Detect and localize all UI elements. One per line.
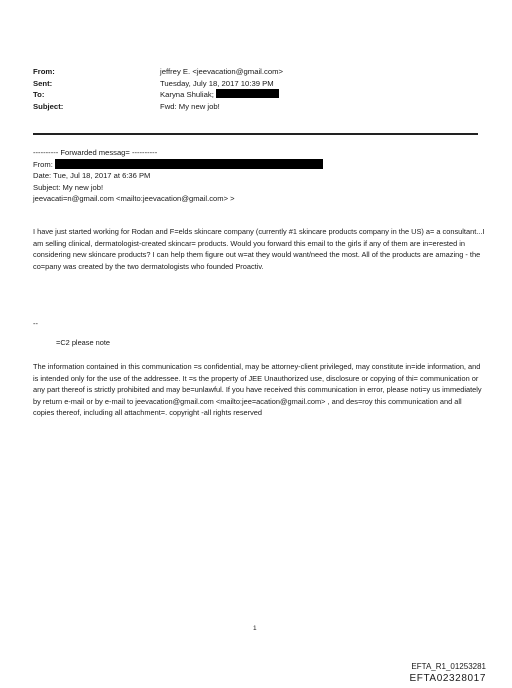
message-paragraph: I have just started working for Rodan and F=elds skincare company (currently #1 skincare products company in the US) a= a consultant...I am selling clinical, dermatologist-created skincar= products. Would you forward this email to the girls if any of them are in=erested in considering new skincare products? I can help them figure out w=at they would want/need the most. All of the products are amazing - the co=pany was created by the two dermatologists who founded Proactiv. <box>33 227 485 271</box>
header-to-row <box>33 89 473 101</box>
from-value: jeffrey E. <jeevacation@gmail.com> <box>160 67 284 76</box>
forwarded-block <box>33 147 483 205</box>
redaction-box <box>216 89 279 98</box>
sent-value: Tuesday, July 18, 2017 10:39 PM <box>160 78 274 88</box>
forwarded-from-label: From: <box>33 159 53 169</box>
forwarded-from-row <box>33 159 483 171</box>
from-label: From: <box>33 67 55 76</box>
to-value-wrap <box>160 89 473 101</box>
page-number: 1 <box>253 625 257 632</box>
bates-number-primary: EFTA_R1_01253281 <box>411 662 486 671</box>
confidentiality-disclaimer: The information contained in this communication =s confidential, may be attorney-client privileged, may constitute in=ide information, and is intended only for the use of the addressee. It =s the property of JEE Unauthorized use, disclosure or copying of thi= communication or any part thereof is strictly prohibited and may be=unlawful. If you have received this communication in error, please noti=y us immediately by return e-mail or by e-mail to jeevacation@gmail.com <mailto:jee=acation@gmail.com> , and des=roy this communication and all copies thereof, including all attachment=. copyright -all rights reserved <box>33 362 482 417</box>
signature-separator: -- <box>33 319 38 328</box>
forwarded-to: jeevacati=n@gmail.com <mailto:jeevacation@gmail.com> > <box>33 194 235 203</box>
subject-value: Fwd: My new job! <box>160 101 220 111</box>
to-label: To: <box>33 90 45 99</box>
sent-label: Sent: <box>33 78 53 88</box>
signature-note: =C2 please note <box>56 338 111 347</box>
to-value: Karyna Shuliak; <box>160 90 214 99</box>
email-header <box>33 66 473 112</box>
forwarded-banner: ---------- Forwarded messag= ---------- <box>33 148 158 157</box>
redaction-box <box>55 159 323 169</box>
bates-number-secondary: EFTA02328017 <box>409 673 486 684</box>
header-sent-row <box>33 78 473 90</box>
forwarded-subject: Subject: My new job! <box>33 182 104 192</box>
forwarded-date: Date: Tue, Jul 18, 2017 at 6:36 PM <box>33 171 151 180</box>
subject-label: Subject: <box>33 101 64 111</box>
header-subject-row <box>33 101 473 113</box>
header-from-row <box>33 66 473 78</box>
header-divider <box>33 133 478 135</box>
